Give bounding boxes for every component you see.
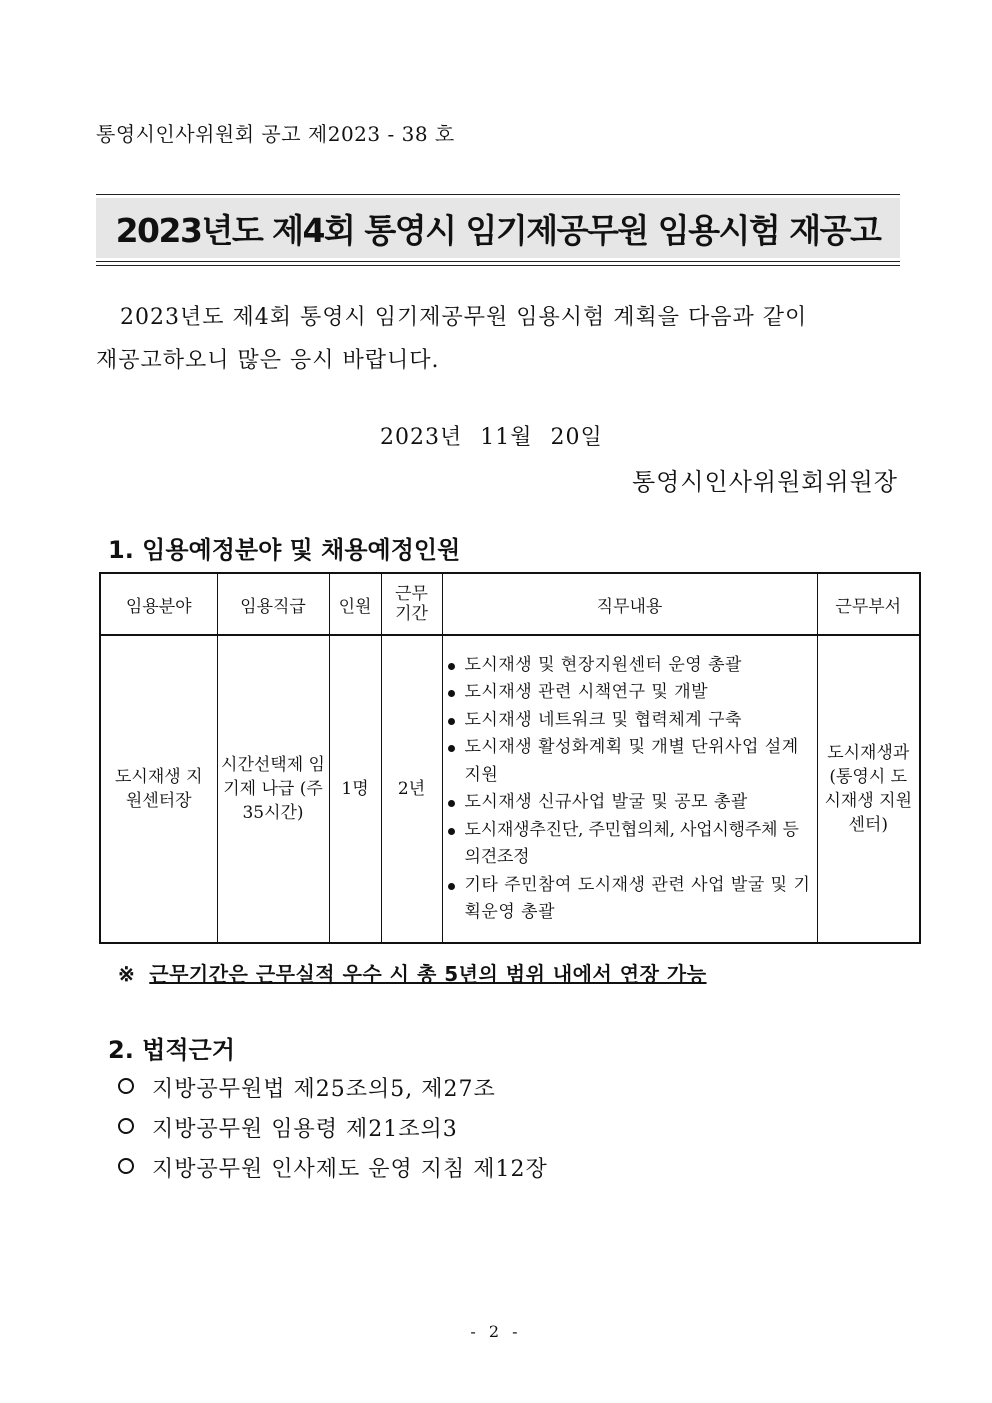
bullet-icon bbox=[448, 718, 455, 725]
bullet-icon bbox=[448, 883, 455, 890]
notice-number: 통영시인사위원회 공고 제2023 - 38 호 bbox=[96, 122, 455, 146]
header-period-label: 근무기간 bbox=[395, 584, 428, 624]
title-box bbox=[96, 194, 900, 266]
duty-item: 도시재생 관련 시책연구 및 개발 bbox=[445, 679, 815, 707]
duty-item: 도시재생 활성화계획 및 개별 단위사업 설계 지원 bbox=[445, 734, 815, 789]
bullet-icon bbox=[448, 828, 455, 835]
page-number: - 2 - bbox=[470, 1322, 522, 1341]
duty-item: 도시재생추진단, 주민협의체, 사업시행주체 등 의견조정 bbox=[445, 817, 815, 872]
cell-department bbox=[817, 635, 920, 943]
list-item: 지방공무원법 제25조의5, 제27조 bbox=[118, 1072, 548, 1112]
duty-item: 도시재생 네트워크 및 협력체계 구축 bbox=[445, 707, 815, 735]
cell-grade bbox=[217, 635, 329, 943]
cell-count: 1명 bbox=[329, 635, 381, 943]
cell-field bbox=[100, 635, 217, 943]
intro-paragraph bbox=[96, 296, 900, 382]
header-field: 임용분야 bbox=[100, 573, 217, 635]
cell-period: 2년 bbox=[381, 635, 442, 943]
duty-item: 기타 주민참여 도시재생 관련 사업 발굴 및 기획운영 총괄 bbox=[445, 872, 815, 927]
section2-heading: 2. 법적근거 bbox=[108, 1036, 235, 1064]
cell-duties bbox=[442, 635, 817, 943]
bullet-icon bbox=[448, 690, 455, 697]
notice-date: 2023년 11월 20일 bbox=[380, 425, 603, 450]
bullet-icon bbox=[448, 745, 455, 752]
note-text: 근무기간은 근무실적 우수 시 총 5년의 범위 내에서 연장 가능 bbox=[149, 962, 707, 986]
grade-value: 시간선택제 임기제 나급 (주 35시간) bbox=[221, 755, 325, 823]
intro-line-2: 재공고하오니 많은 응시 바랍니다. bbox=[96, 348, 440, 373]
header-grade: 임용직급 bbox=[217, 573, 329, 635]
circle-bullet-icon bbox=[118, 1118, 134, 1134]
department-value: 도시재생과 (통영시 도시재생 지원센터) bbox=[824, 743, 912, 835]
header-duties: 직무내용 bbox=[442, 573, 817, 635]
intro-line-1: 2023년도 제4회 통영시 임기제공무원 임용시험 계획을 다음과 같이 bbox=[120, 305, 808, 330]
header-department: 근무부서 bbox=[817, 573, 920, 635]
document-title: 2023년도 제4회 통영시 임기제공무원 임용시험 재공고 bbox=[115, 210, 881, 250]
field-value: 도시재생 지원센터장 bbox=[114, 767, 203, 811]
list-item: 지방공무원 인사제도 운영 지침 제12장 bbox=[118, 1152, 548, 1192]
table-row bbox=[100, 635, 920, 943]
section1-heading: 1. 임용예정분야 및 채용예정인원 bbox=[108, 536, 461, 564]
header-period bbox=[381, 573, 442, 635]
circle-bullet-icon bbox=[118, 1158, 134, 1174]
list-item: 지방공무원 임용령 제21조의3 bbox=[118, 1112, 548, 1152]
bullet-icon bbox=[448, 800, 455, 807]
duty-item: 도시재생 신규사업 발굴 및 공모 총괄 bbox=[445, 789, 815, 817]
duty-item: 도시재생 및 현장지원센터 운영 총괄 bbox=[445, 652, 815, 680]
bullet-icon bbox=[448, 663, 455, 670]
recruitment-table bbox=[99, 572, 921, 944]
circle-bullet-icon bbox=[118, 1078, 134, 1094]
legal-basis-list bbox=[118, 1072, 548, 1192]
signer: 통영시인사위원회위원장 bbox=[631, 468, 898, 496]
header-count: 인원 bbox=[329, 573, 381, 635]
table-header-row bbox=[100, 573, 920, 635]
extension-note bbox=[118, 958, 707, 987]
note-mark: ※ bbox=[118, 962, 136, 986]
